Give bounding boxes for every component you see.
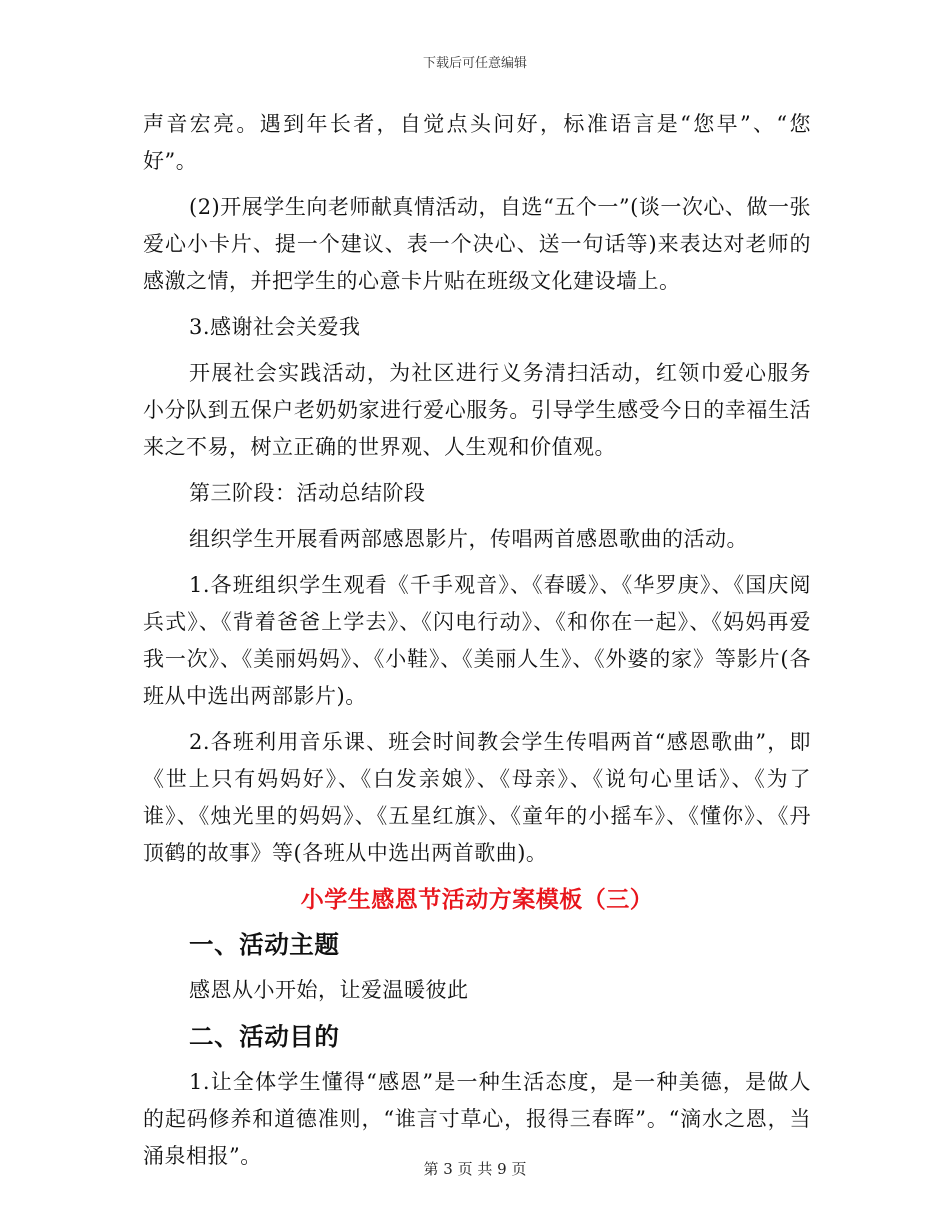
paragraph-stage-three: 第三阶段：活动总结阶段 [189, 481, 426, 505]
paragraph-greeting-standard: 声音宏亮。遇到年长者，自觉点头问好，标准语言是“您早”、“您好”。 [143, 112, 811, 173]
paragraph-theme: 感恩从小开始，让爱温暖彼此 [189, 978, 469, 1002]
paragraph-purpose-1: 1.让全体学生懂得“感恩”是一种生活态度，是一种美德，是做人的起码修养和道德准则，“谁言寸草心，报得三春晖”。“滴水之恩，当涌泉相报”。 [143, 1070, 811, 1168]
heading-activity-purpose: 二、活动目的 [189, 1022, 340, 1051]
section-title: 小学生感恩节活动方案模板（三） [300, 887, 654, 913]
paragraph-films: 1.各班组织学生观看《千手观音》、《春暖》、《华罗庚》、《国庆阅兵式》、《背着爸爸上学去》、《闪电行动》、《和你在一起》、《妈妈再爱我一次》、《美丽妈妈》、《小鞋》、《美丽人生》、《外婆的家》等影片(各班从中选出两部影片)。 [143, 573, 811, 708]
page-header: 下载后可任意编辑 [422, 56, 527, 71]
paragraph-teacher-activity: (2)开展学生向老师献真情活动，自选“五个一”(谈一次心、做一张爱心小卡片、提一个建议、表一个决心、送一句话等)来表达对老师的感激之情，并把学生的心意卡片贴在班级文化建设墙上。 [143, 195, 811, 293]
paragraph-organize: 组织学生开展看两部感恩影片，传唱两首感恩歌曲的活动。 [189, 527, 748, 551]
paragraph-songs: 2.各班利用音乐课、班会时间教会学生传唱两首“感恩歌曲”，即《世上只有妈妈好》、《白发亲娘》、《母亲》、《说句心里话》、《为了谁》、《烛光里的妈妈》、《五星红旗》、《童年的小摇车》、《懂你》、《丹顶鹤的故事》等(各班从中选出两首歌曲)。 [143, 730, 811, 865]
document-body [143, 106, 811, 1184]
page-footer: 第 3 页 共 9 页 [423, 1160, 527, 1178]
paragraph-society-heading: 3.感谢社会关爱我 [189, 315, 361, 339]
heading-activity-theme: 一、活动主题 [189, 930, 340, 959]
paragraph-social-practice: 开展社会实践活动，为社区进行义务清扫活动，红领巾爱心服务小分队到五保户老奶奶家进行爱心服务。引导学生感受今日的幸福生活来之不易，树立正确的世界观、人生观和价值观。 [143, 361, 811, 459]
